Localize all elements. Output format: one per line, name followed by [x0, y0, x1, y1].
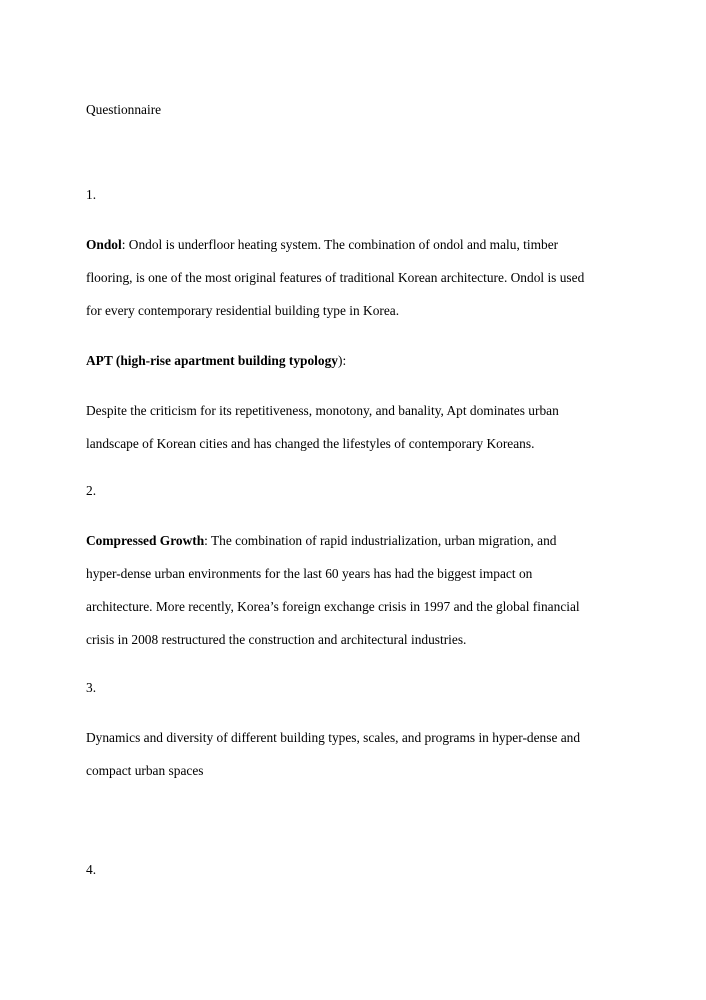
compressed-growth-line-3: architecture. More recently, Korea’s foreign exchange crisis in 1997 and the global financial	[86, 599, 580, 614]
question-number-1: 1.	[86, 187, 97, 202]
page-title: Questionnaire	[86, 102, 162, 117]
apt-heading-suffix: ):	[337, 353, 347, 368]
question-number-2: 2.	[86, 483, 97, 498]
question-number-4: 4.	[86, 862, 97, 877]
q3-answer-line-2: compact urban spaces	[86, 763, 204, 778]
ondol-paragraph-line-1	[86, 237, 558, 253]
apt-heading	[86, 353, 346, 369]
apt-paragraph-line-2: landscape of Korean cities and has changed the lifestyles of contemporary Koreans.	[86, 436, 535, 451]
ondol-term: Ondol	[86, 237, 122, 252]
apt-paragraph-line-1: Despite the criticism for its repetitiveness, monotony, and banality, Apt dominates urban	[86, 403, 559, 418]
ondol-paragraph-line-3: for every contemporary residential building type in Korea.	[86, 303, 400, 318]
ondol-paragraph-line-2: flooring, is one of the most original features of traditional Korean architecture. Ondol is used	[86, 270, 585, 285]
compressed-growth-term: Compressed Growth	[86, 533, 205, 548]
compressed-growth-definition-start: : The combination of rapid industrialization, urban migration, and	[204, 533, 557, 548]
compressed-growth-line-4: crisis in 2008 restructured the construction and architectural industries.	[86, 632, 467, 647]
q3-answer-line-1: Dynamics and diversity of different building types, scales, and programs in hyper-dense and	[86, 730, 581, 745]
question-number-3: 3.	[86, 680, 97, 695]
compressed-growth-line-2: hyper-dense urban environments for the last 60 years has had the biggest impact on	[86, 566, 533, 581]
ondol-definition-start: : Ondol is underfloor heating system. The combination of ondol and malu, timber	[121, 237, 559, 252]
apt-term: APT (high-rise apartment building typology	[86, 353, 338, 368]
compressed-growth-line-1	[86, 533, 556, 549]
